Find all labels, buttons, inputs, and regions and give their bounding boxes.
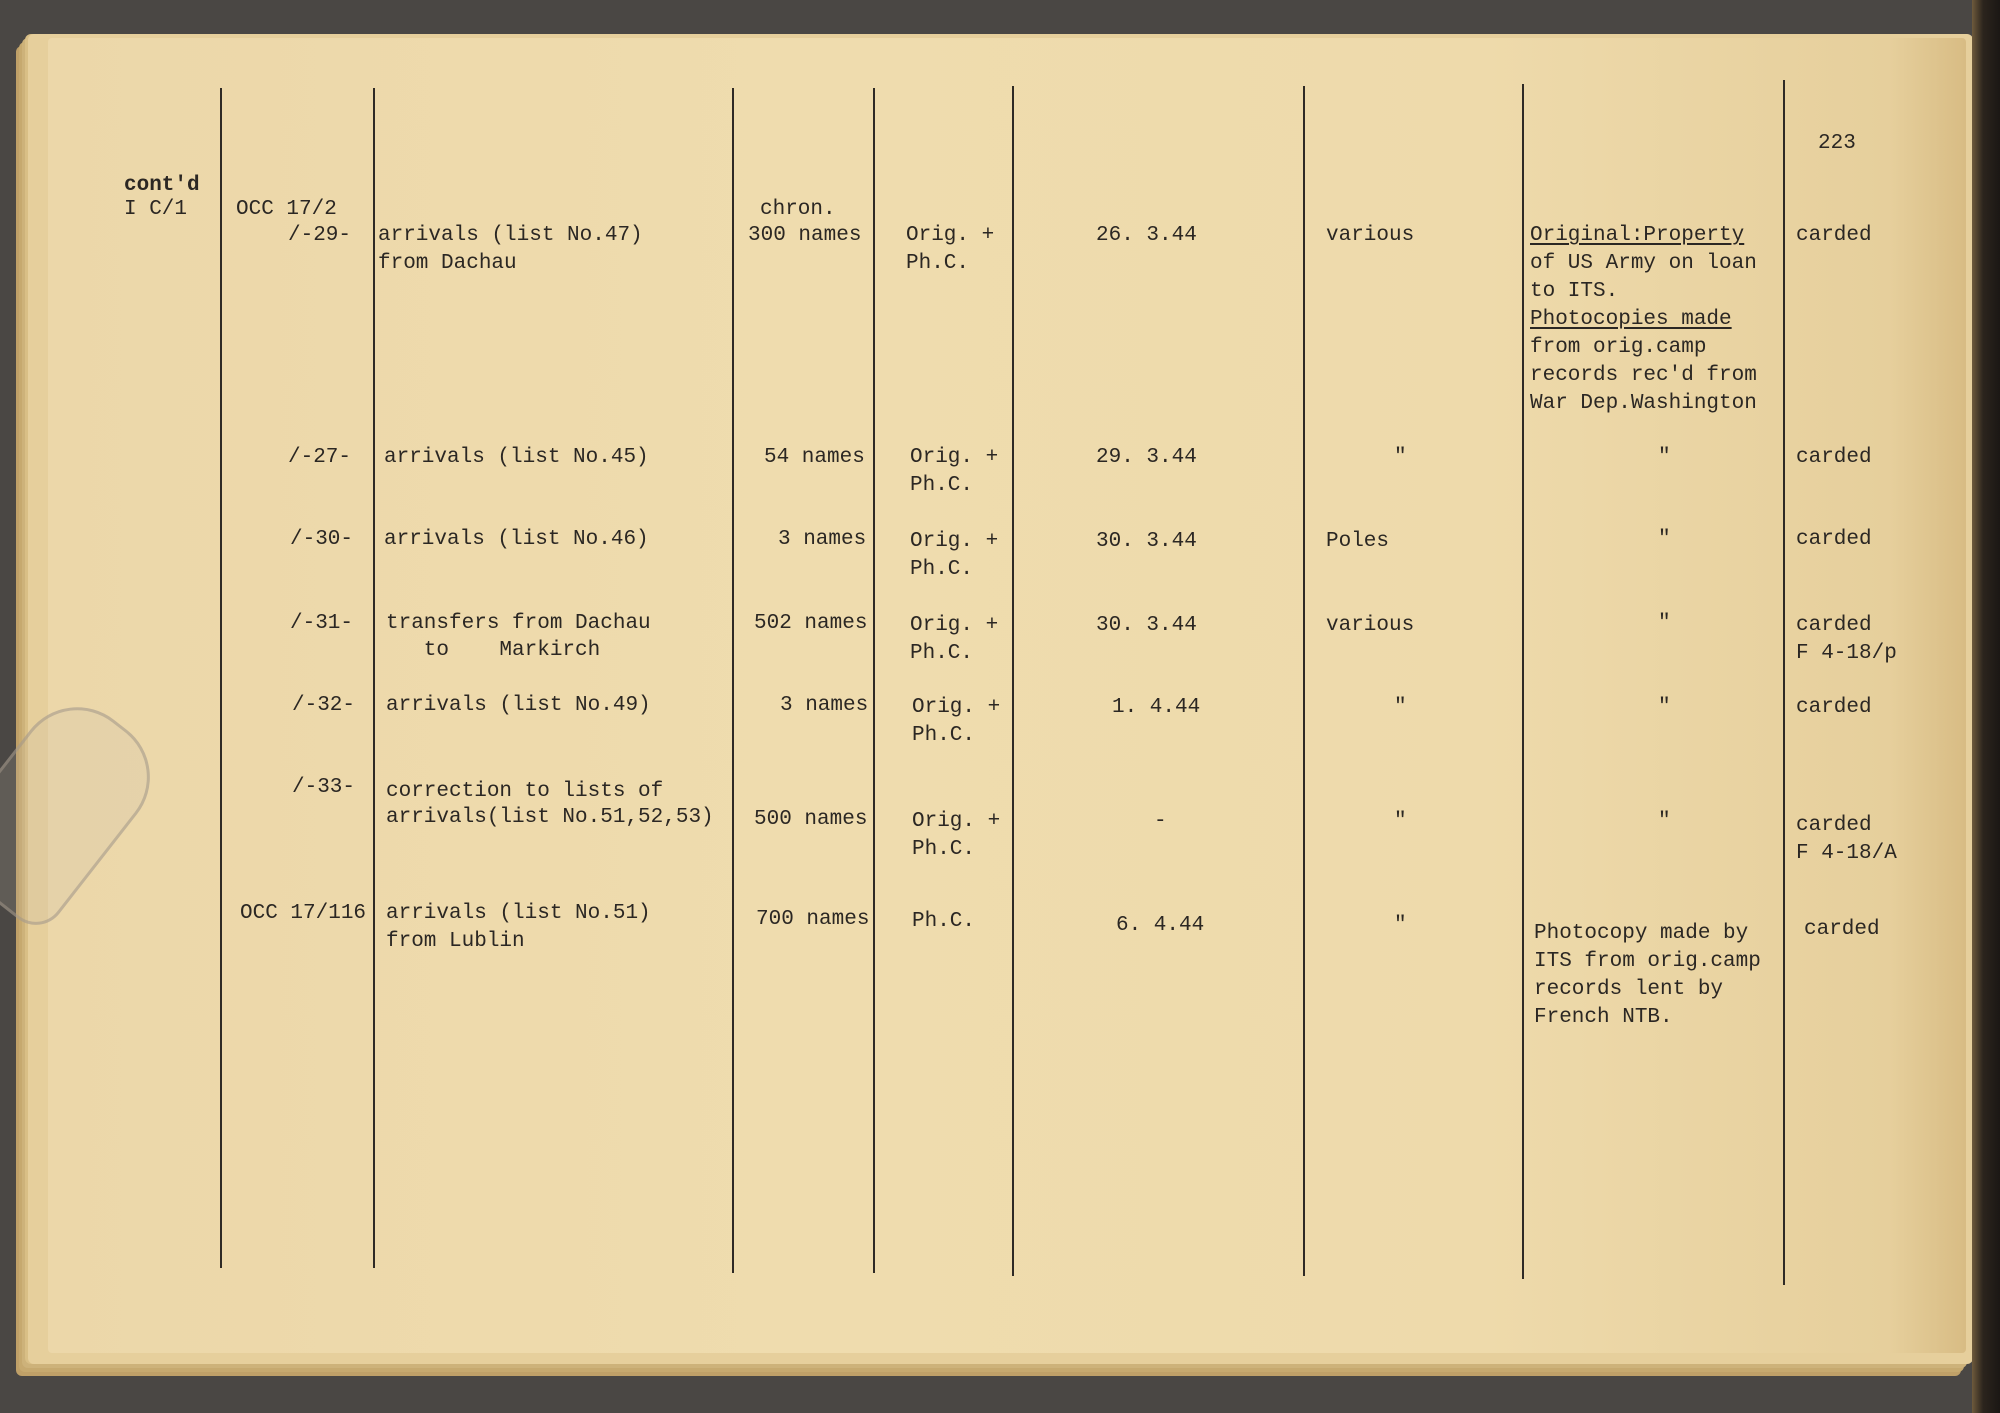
- row-description-line: arrivals (list No.47): [378, 224, 643, 247]
- row-nationality: various: [1326, 614, 1415, 637]
- row-status-line: carded: [1796, 614, 1872, 637]
- row-count: 3 names: [780, 694, 869, 717]
- row-status-line: carded: [1796, 528, 1872, 551]
- column-rule: [373, 88, 375, 1268]
- row-status-line: carded: [1796, 224, 1872, 247]
- row-description-line: arrivals (list No.46): [384, 528, 649, 551]
- row-count: 502 names: [754, 612, 868, 635]
- row-description-line: arrivals (list No.45): [384, 446, 649, 469]
- column-rule: [1783, 80, 1785, 1285]
- contd-label: cont'd: [124, 174, 200, 197]
- row-type-line: Ph.C.: [912, 724, 976, 747]
- row-source-line: Photocopies made: [1530, 308, 1732, 331]
- column-rule: [220, 88, 222, 1268]
- row-source-line: ": [1658, 528, 1671, 551]
- row-type-line: Orig. +: [910, 614, 999, 637]
- category-label: I C/1: [124, 198, 188, 221]
- row-description-line: from Dachau: [378, 252, 517, 275]
- row-date: 29. 3.44: [1096, 446, 1197, 469]
- column-rule: [1522, 84, 1524, 1279]
- row-type-line: Ph.C.: [910, 474, 974, 497]
- row-source-line: French NTB.: [1534, 1006, 1673, 1029]
- row-nationality: ": [1394, 914, 1407, 937]
- row-date: 1. 4.44: [1112, 696, 1201, 719]
- row-description-line: from Lublin: [386, 930, 525, 953]
- row-id: /-27-: [288, 446, 352, 469]
- row-description-line: arrivals (list No.51): [386, 902, 651, 925]
- row-source-line: Photocopy made by: [1534, 922, 1749, 945]
- row-count: 700 names: [756, 908, 870, 931]
- row-source-line: ": [1658, 446, 1671, 469]
- row-date: 30. 3.44: [1096, 530, 1197, 553]
- row-type-line: Orig. +: [910, 530, 999, 553]
- row-date: -: [1154, 810, 1167, 833]
- row-source-line: ": [1658, 810, 1671, 833]
- row-type-line: Ph.C.: [912, 910, 976, 933]
- row-id: /-31-: [290, 612, 354, 635]
- row-description-line: transfers from Dachau: [386, 612, 651, 635]
- row-status-line: F 4-18/p: [1796, 642, 1897, 665]
- row-source-line: Original:Property: [1530, 224, 1745, 247]
- row-status-line: carded: [1796, 814, 1872, 837]
- book-spine: [1972, 0, 2000, 1413]
- row-source-line: to ITS.: [1530, 280, 1619, 303]
- row-description-line: to Markirch: [386, 639, 601, 662]
- row-source-line: ITS from orig.camp: [1534, 950, 1761, 973]
- row-id: OCC 17/116: [240, 902, 367, 925]
- row-nationality: ": [1394, 446, 1407, 469]
- row-description-line: arrivals (list No.49): [386, 694, 651, 717]
- row-status-line: carded: [1796, 696, 1872, 719]
- row-status-line: F 4-18/A: [1796, 842, 1897, 865]
- column-rule: [873, 88, 875, 1273]
- row-nationality: ": [1394, 810, 1407, 833]
- row-source-line: ": [1658, 612, 1671, 635]
- row-description-line: arrivals(list No.51,52,53): [386, 806, 714, 829]
- row-nationality: various: [1326, 224, 1415, 247]
- row-id: /-32-: [292, 694, 356, 717]
- page-number: 223: [1818, 132, 1856, 155]
- row-type-line: Ph.C.: [906, 252, 970, 275]
- row-source-line: records lent by: [1534, 978, 1724, 1001]
- column-rule: [1303, 86, 1305, 1276]
- row-date: 6. 4.44: [1116, 914, 1205, 937]
- series-label: OCC 17/2: [236, 198, 337, 221]
- column-rule: [732, 88, 734, 1273]
- row-count: 3 names: [778, 528, 867, 551]
- row-id: /-33-: [292, 776, 356, 799]
- row-count: 500 names: [754, 808, 868, 831]
- column-rule: [1012, 86, 1014, 1276]
- row-source-line: of US Army on loan: [1530, 252, 1757, 275]
- row-status-line: carded: [1796, 446, 1872, 469]
- row-type-line: Ph.C.: [910, 642, 974, 665]
- row-id: /-30-: [290, 528, 354, 551]
- chron-label: chron.: [760, 198, 836, 221]
- row-date: 26. 3.44: [1096, 224, 1197, 247]
- row-type-line: Ph.C.: [912, 838, 976, 861]
- row-source-line: War Dep.Washington: [1530, 392, 1757, 415]
- row-status-line: carded: [1804, 918, 1880, 941]
- row-type-line: Orig. +: [912, 696, 1001, 719]
- row-nationality: ": [1394, 696, 1407, 719]
- row-source-line: from orig.camp: [1530, 336, 1707, 359]
- row-count: 54 names: [764, 446, 865, 469]
- row-id: /-29-: [288, 224, 352, 247]
- row-source-line: records rec'd from: [1530, 364, 1757, 387]
- row-count: 300 names: [748, 224, 862, 247]
- row-description-line: correction to lists of: [386, 780, 664, 803]
- row-nationality: Poles: [1326, 530, 1390, 553]
- row-type-line: Orig. +: [906, 224, 995, 247]
- row-type-line: Ph.C.: [910, 558, 974, 581]
- row-source-line: ": [1658, 696, 1671, 719]
- row-date: 30. 3.44: [1096, 614, 1197, 637]
- row-type-line: Orig. +: [910, 446, 999, 469]
- row-type-line: Orig. +: [912, 810, 1001, 833]
